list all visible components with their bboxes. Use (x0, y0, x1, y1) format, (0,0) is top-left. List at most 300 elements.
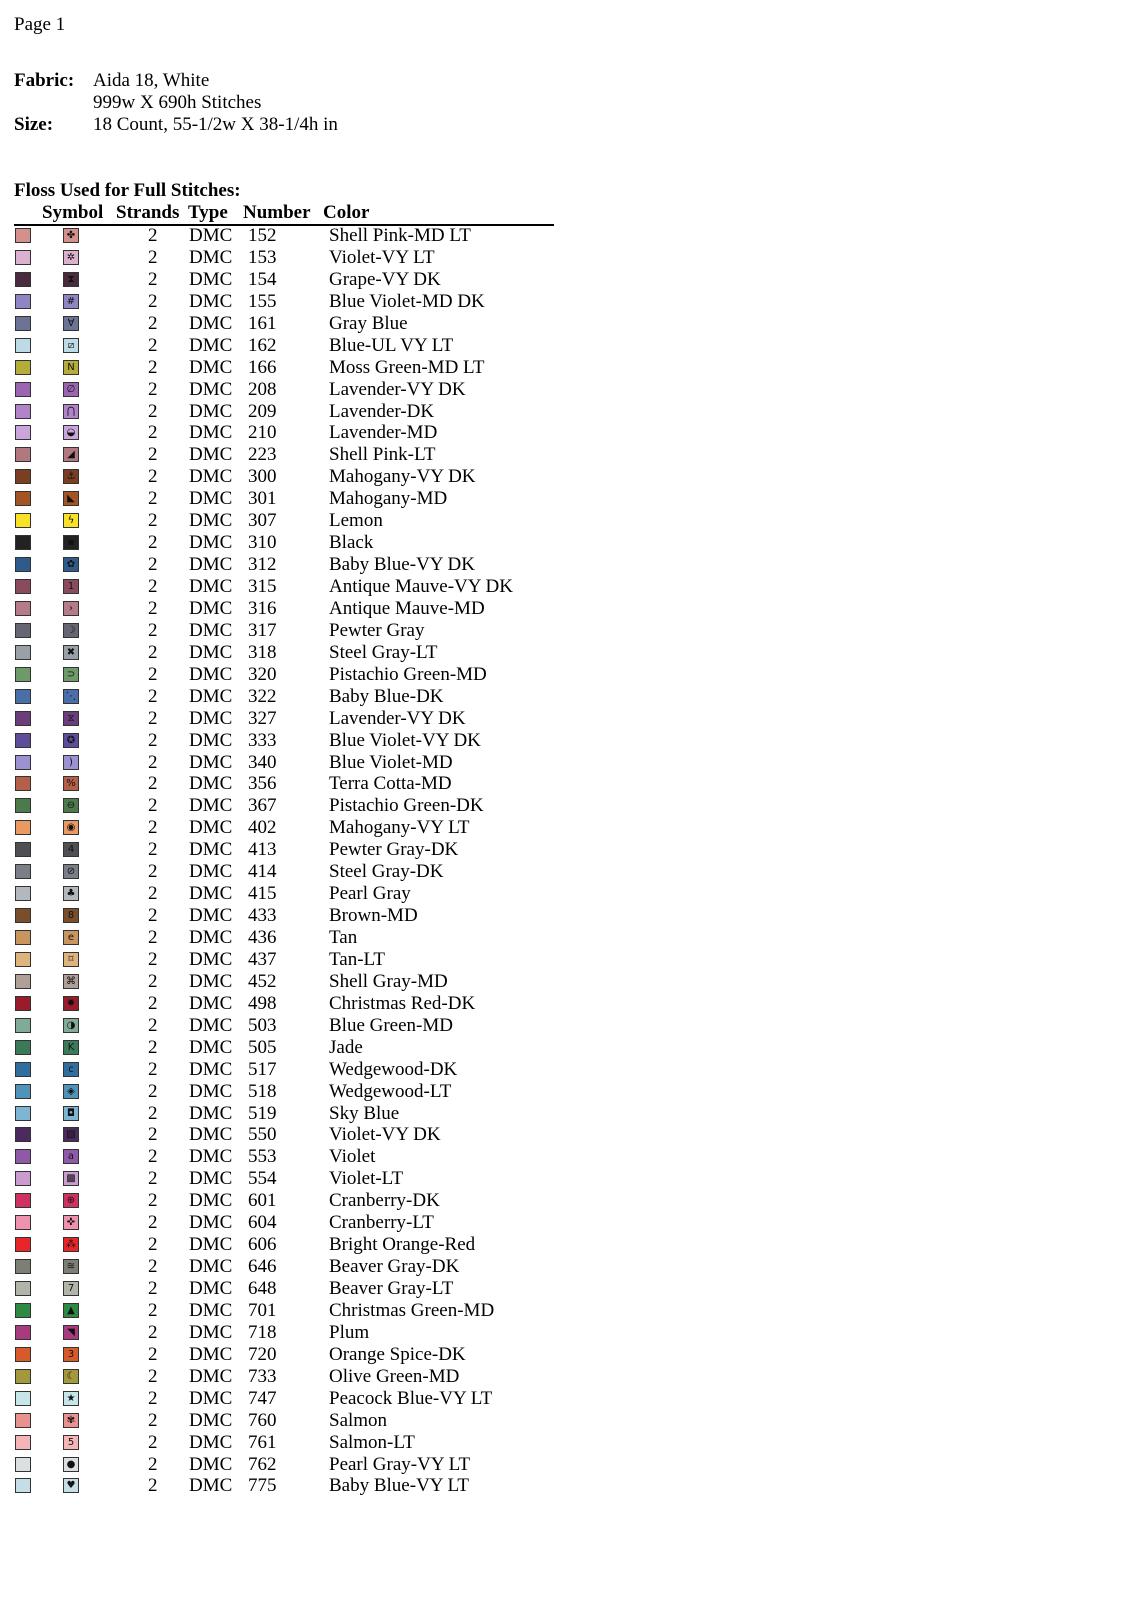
stitch-symbol-icon: ✹ (63, 996, 79, 1011)
color-swatch (15, 535, 31, 550)
number-cell: 317 (248, 619, 277, 641)
table-row (0, 1103, 600, 1125)
type-cell: DMC (189, 1190, 233, 1212)
strands-cell: 2 (148, 1168, 158, 1190)
table-row (0, 752, 600, 774)
color-name-cell: Lavender-VY DK (329, 707, 466, 729)
type-cell: DMC (189, 948, 233, 970)
table-row (0, 1388, 600, 1410)
stitch-symbol-icon: ▪ (63, 535, 79, 550)
strands-cell: 2 (148, 1365, 158, 1387)
strands-cell: 2 (148, 1321, 158, 1343)
color-swatch (15, 930, 31, 945)
type-cell: DMC (189, 1124, 233, 1146)
stitch-symbol-icon: ⊕ (63, 1193, 79, 1208)
type-cell: DMC (189, 1299, 233, 1321)
color-name-cell: Tan-LT (329, 948, 386, 970)
number-cell: 152 (248, 225, 277, 246)
color-name-cell: Pistachio Green-DK (329, 795, 484, 817)
number-cell: 519 (248, 1102, 277, 1124)
table-row (0, 993, 600, 1015)
color-swatch (15, 1106, 31, 1121)
fabric-label: Fabric: (14, 70, 75, 91)
table-row (0, 598, 600, 620)
table-row (0, 1410, 600, 1432)
type-cell: DMC (189, 707, 233, 729)
color-name-cell: Wedgewood-DK (329, 1058, 458, 1080)
strands-cell: 2 (148, 970, 158, 992)
stitch-symbol-icon: ⋱ (63, 689, 79, 704)
type-cell: DMC (189, 861, 233, 883)
color-swatch (15, 1062, 31, 1077)
color-name-cell: Grape-VY DK (329, 268, 441, 290)
color-name-cell: Blue Violet-VY DK (329, 729, 481, 751)
number-cell: 646 (248, 1256, 277, 1278)
type-cell: DMC (189, 554, 233, 576)
color-name-cell: Salmon (329, 1409, 388, 1431)
color-name-cell: Pewter Gray (329, 619, 425, 641)
strands-cell: 2 (148, 619, 158, 641)
strands-cell: 2 (148, 1124, 158, 1146)
number-cell: 223 (248, 444, 277, 466)
color-swatch (15, 491, 31, 506)
strands-cell: 2 (148, 883, 158, 905)
color-swatch (15, 711, 31, 726)
type-cell: DMC (189, 312, 233, 334)
color-swatch (15, 1018, 31, 1033)
color-swatch (15, 1369, 31, 1384)
type-cell: DMC (189, 927, 233, 948)
type-cell: DMC (189, 1278, 233, 1299)
type-cell: DMC (189, 1234, 233, 1256)
type-cell: DMC (189, 992, 233, 1014)
color-name-cell: Lemon (329, 510, 383, 532)
table-row (0, 1190, 600, 1212)
color-name-cell: Orange Spice-DK (329, 1343, 466, 1365)
strands-cell: 2 (148, 817, 158, 839)
color-swatch (15, 1084, 31, 1099)
color-name-cell: Pewter Gray-DK (329, 839, 459, 861)
color-name-cell: Shell Gray-MD (329, 970, 448, 992)
color-swatch (15, 338, 31, 353)
color-swatch (15, 667, 31, 682)
color-name-cell: Blue-UL VY LT (329, 334, 454, 356)
size-value: 18 Count, 55-1/2w X 38-1/4h in (93, 114, 338, 135)
table-row (0, 773, 600, 795)
type-cell: DMC (189, 970, 233, 992)
strands-cell: 2 (148, 905, 158, 927)
stitch-symbol-icon: ▧ (63, 1127, 79, 1142)
type-cell: DMC (189, 290, 233, 312)
table-row (0, 291, 600, 313)
color-name-cell: Steel Gray-DK (329, 861, 444, 883)
strands-cell: 2 (148, 312, 158, 334)
stitch-symbol-icon: ▲ (63, 1303, 79, 1318)
color-swatch (15, 864, 31, 879)
color-swatch (15, 579, 31, 594)
stitch-symbol-icon: › (63, 601, 79, 616)
strands-cell: 2 (148, 1299, 158, 1321)
number-cell: 720 (248, 1343, 277, 1365)
color-name-cell: Sky Blue (329, 1102, 400, 1124)
strands-cell: 2 (148, 290, 158, 312)
color-name-cell: Lavender-DK (329, 400, 435, 422)
color-name-cell: Peacock Blue-VY LT (329, 1387, 493, 1409)
color-name-cell: Mahogany-VY LT (329, 817, 470, 839)
type-cell: DMC (189, 378, 233, 400)
number-cell: 518 (248, 1080, 277, 1102)
number-cell: 322 (248, 685, 277, 707)
table-row (0, 1015, 600, 1037)
type-cell: DMC (189, 1321, 233, 1343)
color-swatch (15, 842, 31, 857)
strands-cell: 2 (148, 729, 158, 751)
table-row (0, 1300, 600, 1322)
color-name-cell: Violet-VY DK (329, 1124, 441, 1146)
type-cell: DMC (189, 246, 233, 268)
color-name-cell: Olive Green-MD (329, 1365, 460, 1387)
column-strands: Strands (116, 202, 180, 223)
strands-cell: 2 (148, 400, 158, 422)
color-swatch (15, 1040, 31, 1055)
table-row (0, 1234, 600, 1256)
type-cell: DMC (189, 839, 233, 861)
table-row (0, 225, 600, 247)
table-row (0, 1212, 600, 1234)
table-row (0, 269, 600, 291)
stitch-symbol-icon: 1 (63, 579, 79, 594)
stitch-symbol-icon: ⧖ (63, 711, 79, 726)
table-row (0, 730, 600, 752)
strands-cell: 2 (148, 378, 158, 400)
strands-cell: 2 (148, 488, 158, 510)
type-cell: DMC (189, 817, 233, 839)
type-cell: DMC (189, 1014, 233, 1036)
strands-cell: 2 (148, 1431, 158, 1453)
color-name-cell: Salmon-LT (329, 1431, 415, 1453)
table-header (14, 202, 554, 226)
type-cell: DMC (189, 225, 233, 246)
type-cell: DMC (189, 510, 233, 532)
stitch-symbol-icon: ϟ (63, 513, 79, 528)
color-swatch (15, 360, 31, 375)
color-name-cell: Violet-LT (329, 1168, 404, 1190)
strands-cell: 2 (148, 948, 158, 970)
number-cell: 310 (248, 532, 277, 554)
number-cell: 517 (248, 1058, 277, 1080)
stitch-symbol-icon: # (63, 294, 79, 309)
number-cell: 300 (248, 466, 277, 488)
number-cell: 320 (248, 663, 277, 685)
column-number: Number (243, 202, 311, 223)
type-cell: DMC (189, 1409, 233, 1431)
number-cell: 154 (248, 268, 277, 290)
color-swatch (15, 1281, 31, 1296)
table-row (0, 949, 600, 971)
number-cell: 437 (248, 948, 277, 970)
strands-cell: 2 (148, 1146, 158, 1168)
color-swatch (15, 776, 31, 791)
strands-cell: 2 (148, 1453, 158, 1475)
color-name-cell: Terra Cotta-MD (329, 773, 452, 795)
number-cell: 413 (248, 839, 277, 861)
color-swatch (15, 645, 31, 660)
number-cell: 503 (248, 1014, 277, 1036)
number-cell: 312 (248, 554, 277, 576)
color-name-cell: Mahogany-MD (329, 488, 448, 510)
color-swatch (15, 557, 31, 572)
color-swatch (15, 601, 31, 616)
color-swatch (15, 425, 31, 440)
color-swatch (15, 623, 31, 638)
page-label: Page 1 (14, 14, 66, 35)
strands-cell: 2 (148, 685, 158, 707)
strands-cell: 2 (148, 1080, 158, 1102)
color-swatch (15, 469, 31, 484)
color-name-cell: Baby Blue-DK (329, 685, 444, 707)
number-cell: 402 (248, 817, 277, 839)
strands-cell: 2 (148, 246, 158, 268)
color-name-cell: Baby Blue-VY DK (329, 554, 475, 576)
number-cell: 210 (248, 422, 277, 444)
table-row (0, 664, 600, 686)
table-row (0, 379, 600, 401)
color-name-cell: Shell Pink-MD LT (329, 225, 471, 246)
number-cell: 718 (248, 1321, 277, 1343)
stitch-symbol-icon: ★ (63, 1391, 79, 1406)
color-swatch (15, 1237, 31, 1252)
type-cell: DMC (189, 619, 233, 641)
color-name-cell: Antique Mauve-MD (329, 597, 485, 619)
table-row (0, 1432, 600, 1454)
type-cell: DMC (189, 1256, 233, 1278)
type-cell: DMC (189, 444, 233, 466)
color-swatch (15, 1347, 31, 1362)
color-name-cell: Beaver Gray-LT (329, 1278, 454, 1299)
color-swatch (15, 798, 31, 813)
color-swatch (15, 1325, 31, 1340)
table-row (0, 466, 600, 488)
table-row (0, 927, 600, 949)
color-swatch (15, 1127, 31, 1142)
table-row (0, 795, 600, 817)
number-cell: 760 (248, 1409, 277, 1431)
color-name-cell: Christmas Green-MD (329, 1299, 495, 1321)
number-cell: 601 (248, 1190, 277, 1212)
table-row (0, 817, 600, 839)
type-cell: DMC (189, 1036, 233, 1058)
stitch-symbol-icon: a (63, 1149, 79, 1164)
stitch-symbol-icon: 8 (63, 908, 79, 923)
table-row (0, 620, 600, 642)
color-name-cell: Plum (329, 1321, 370, 1343)
color-name-cell: Blue Violet-MD (329, 751, 453, 773)
color-name-cell: Bright Orange-Red (329, 1234, 476, 1256)
number-cell: 505 (248, 1036, 277, 1058)
color-swatch (15, 996, 31, 1011)
table-row (0, 1124, 600, 1146)
strands-cell: 2 (148, 597, 158, 619)
stitch-symbol-icon: ✾ (63, 1413, 79, 1428)
color-swatch (15, 447, 31, 462)
stitch-symbol-icon: ⧗ (63, 272, 79, 287)
table-row (0, 488, 600, 510)
type-cell: DMC (189, 1102, 233, 1124)
number-cell: 340 (248, 751, 277, 773)
table-row (0, 1256, 600, 1278)
strands-cell: 2 (148, 1256, 158, 1278)
stitch-symbol-icon: ◒ (63, 425, 79, 440)
stitch-symbol-icon: ⊖ (63, 798, 79, 813)
stitch-symbol-icon: ◣ (63, 491, 79, 506)
strands-cell: 2 (148, 1190, 158, 1212)
stitch-symbol-icon: ▩ (63, 1171, 79, 1186)
number-cell: 553 (248, 1146, 277, 1168)
color-swatch (15, 316, 31, 331)
stitch-symbol-icon: ✪ (63, 733, 79, 748)
type-cell: DMC (189, 795, 233, 817)
stitch-symbol-icon: 3 (63, 1347, 79, 1362)
stitch-symbol-icon: ✿ (63, 557, 79, 572)
color-swatch (15, 1457, 31, 1472)
color-name-cell: Cranberry-DK (329, 1190, 440, 1212)
table-row (0, 554, 600, 576)
color-name-cell: Pearl Gray-VY LT (329, 1453, 471, 1475)
number-cell: 762 (248, 1453, 277, 1475)
strands-cell: 2 (148, 773, 158, 795)
number-cell: 554 (248, 1168, 277, 1190)
number-cell: 333 (248, 729, 277, 751)
stitch-symbol-icon: ∅ (63, 382, 79, 397)
strands-cell: 2 (148, 1212, 158, 1234)
color-name-cell: Antique Mauve-VY DK (329, 576, 513, 597)
stitch-symbol-icon: ◉ (63, 820, 79, 835)
type-cell: DMC (189, 488, 233, 510)
type-cell: DMC (189, 773, 233, 795)
number-cell: 761 (248, 1431, 277, 1453)
table-row (0, 335, 600, 357)
type-cell: DMC (189, 597, 233, 619)
stitch-symbol-icon: c (63, 1062, 79, 1077)
number-cell: 452 (248, 970, 277, 992)
color-swatch (15, 294, 31, 309)
table-row (0, 357, 600, 379)
color-swatch (15, 1215, 31, 1230)
stitch-symbol-icon: ✜ (63, 1215, 79, 1230)
stitch-symbol-icon: ⁂ (63, 1237, 79, 1252)
color-name-cell: Mahogany-VY DK (329, 466, 476, 488)
color-name-cell: Shell Pink-LT (329, 444, 436, 466)
table-row (0, 1146, 600, 1168)
stitch-symbol-icon: ♥ (63, 1478, 79, 1493)
number-cell: 327 (248, 707, 277, 729)
color-name-cell: Wedgewood-LT (329, 1080, 452, 1102)
size-label: Size: (14, 114, 54, 135)
table-row (0, 422, 600, 444)
number-cell: 301 (248, 488, 277, 510)
number-cell: 604 (248, 1212, 277, 1234)
color-swatch (15, 886, 31, 901)
color-swatch (15, 820, 31, 835)
type-cell: DMC (189, 751, 233, 773)
stitch-symbol-icon: ⊘ (63, 864, 79, 879)
table-row (0, 1322, 600, 1344)
stitch-symbol-icon: ◈ (63, 1084, 79, 1099)
strands-cell: 2 (148, 422, 158, 444)
color-name-cell: Blue Green-MD (329, 1014, 453, 1036)
color-swatch (15, 1303, 31, 1318)
color-name-cell: Moss Green-MD LT (329, 356, 485, 378)
table-row (0, 1037, 600, 1059)
table-row (0, 510, 600, 532)
number-cell: 316 (248, 597, 277, 619)
strands-cell: 2 (148, 1409, 158, 1431)
strands-cell: 2 (148, 641, 158, 663)
type-cell: DMC (189, 356, 233, 378)
color-name-cell: Lavender-VY DK (329, 378, 466, 400)
stitch-symbol-icon: 4 (63, 842, 79, 857)
stitch-symbol-icon: ⌑ (63, 952, 79, 967)
column-symbol: Symbol (42, 202, 104, 223)
strands-cell: 2 (148, 1234, 158, 1256)
color-swatch (15, 513, 31, 528)
stitch-symbol-icon: ● (63, 1457, 79, 1472)
number-cell: 155 (248, 290, 277, 312)
table-row (0, 247, 600, 269)
strands-cell: 2 (148, 707, 158, 729)
type-cell: DMC (189, 1365, 233, 1387)
strands-cell: 2 (148, 1036, 158, 1058)
color-swatch (15, 974, 31, 989)
color-name-cell: Violet-VY LT (329, 246, 435, 268)
table-row (0, 905, 600, 927)
type-cell: DMC (189, 268, 233, 290)
table-row (0, 1366, 600, 1388)
stitch-symbol-icon: e (63, 930, 79, 945)
type-cell: DMC (189, 334, 233, 356)
type-cell: DMC (189, 466, 233, 488)
strands-cell: 2 (148, 1475, 158, 1497)
stitch-symbol-icon: ☽ (63, 623, 79, 638)
strands-cell: 2 (148, 576, 158, 597)
table-row (0, 686, 600, 708)
stitch-symbol-icon: ♣ (63, 886, 79, 901)
color-name-cell: Violet (329, 1146, 376, 1168)
number-cell: 209 (248, 400, 277, 422)
type-cell: DMC (189, 1343, 233, 1365)
stitch-symbol-icon: ◥ (63, 1325, 79, 1340)
color-swatch (15, 1149, 31, 1164)
table-row (0, 642, 600, 664)
color-swatch (15, 250, 31, 265)
number-cell: 367 (248, 795, 277, 817)
strands-cell: 2 (148, 268, 158, 290)
strands-cell: 2 (148, 1058, 158, 1080)
type-cell: DMC (189, 905, 233, 927)
type-cell: DMC (189, 422, 233, 444)
strands-cell: 2 (148, 839, 158, 861)
strands-cell: 2 (148, 1387, 158, 1409)
number-cell: 498 (248, 992, 277, 1014)
color-swatch (15, 1171, 31, 1186)
table-row (0, 1344, 600, 1366)
type-cell: DMC (189, 883, 233, 905)
number-cell: 208 (248, 378, 277, 400)
strands-cell: 2 (148, 751, 158, 773)
number-cell: 415 (248, 883, 277, 905)
color-swatch (15, 755, 31, 770)
stitch-symbol-icon: 5 (63, 1435, 79, 1450)
